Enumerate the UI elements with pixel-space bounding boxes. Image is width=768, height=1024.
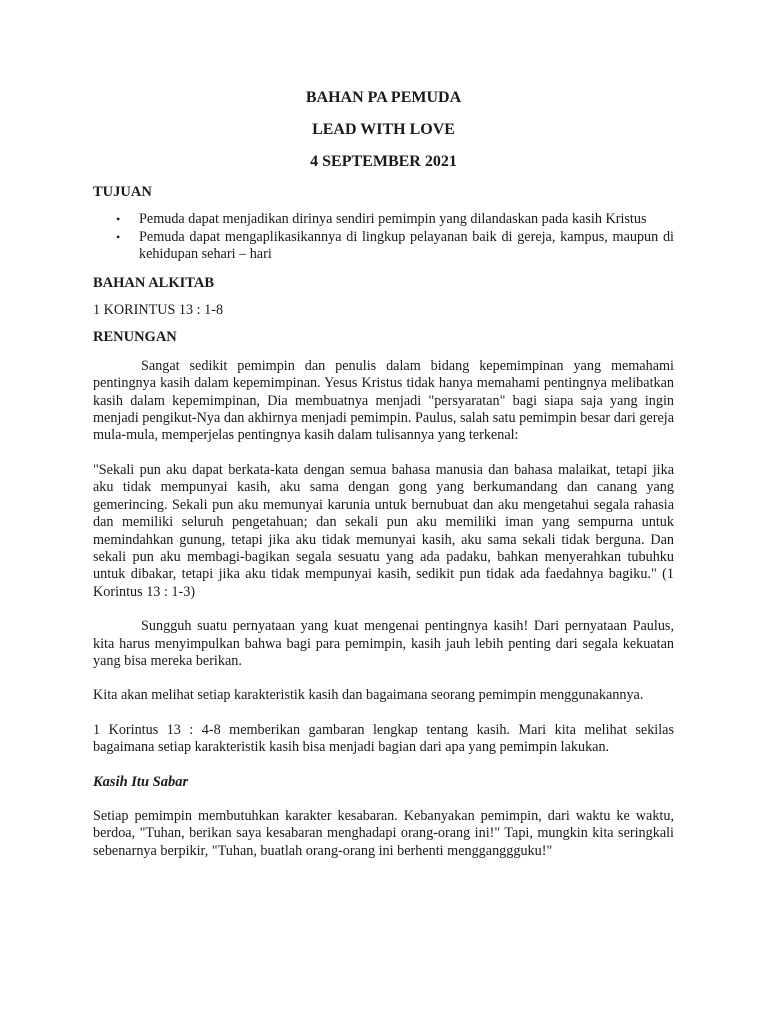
renungan-paragraph: Sangat sedikit pemimpin dan penulis dalam bidang kepemimpinan yang memahami pentingnya kasih dalam kepemimpinan. Yesus Kristus tidak hanya memahami pentingnya melibatkan kasih dalam kepemimpinan, Dia membuatnya menjadi "persyaratan" bagi siapa saja yang ingin menjadi pengikut-Nya dan akhirnya menjadi pemimpin. Paulus, salah satu pemimpin besar dari gereja mula-mula, memperjelas pentingnya kasih dalam tulisannya yang terkenal: xyxy=(93,357,674,444)
list-item xyxy=(93,211,674,228)
doc-date: 4 SEPTEMBER 2021 xyxy=(310,153,457,170)
tujuan-list xyxy=(93,211,674,263)
list-item-text: Pemuda dapat mengaplikasikannya di lingkup pelayanan baik di gereja, kampus, maupun di kehidupan sehari – hari xyxy=(139,228,674,263)
bible-reference: 1 KORINTUS 13 : 1-8 xyxy=(93,302,224,319)
renungan-paragraph: Sungguh suatu pernyataan yang kuat mengenai pentingnya kasih! Dari pernyataan Paulus, kita harus menyimpulkan bahwa bagi para pemimpin, kasih jauh lebih penting dari segala kekuatan yang bisa mereka berikan. xyxy=(93,618,674,669)
section-paragraph: Setiap pemimpin membutuhkan karakter kesabaran. Kebanyakan pemimpin, dari waktu ke waktu, berdoa, "Tuhan, berikan saya kesabaran menghadapi orang-orang ini!" Tapi, mungkin kita seringkali sebenarnya berpikir, "Tuhan, buatlah orang-orang ini berhenti mengganggguku!" xyxy=(93,807,674,859)
renungan-paragraph: Kita akan melihat setiap karakteristik kasih dan bagaimana seorang pemimpin menggunakannya. xyxy=(93,687,644,704)
tujuan-heading: TUJUAN xyxy=(93,184,152,200)
list-item xyxy=(93,229,674,264)
list-item-text: Pemuda dapat menjadikan dirinya sendiri pemimpin yang dilandaskan pada kasih Kristus xyxy=(139,211,647,228)
doc-subtitle: LEAD WITH LOVE xyxy=(312,121,455,138)
renungan-paragraph: 1 Korintus 13 : 4-8 memberikan gambaran lengkap tentang kasih. Mari kita melihat sekilas bagaimana setiap karakteristik kasih bisa menjadi bagian dari apa yang pemimpin lakukan. xyxy=(93,721,674,756)
bullet-icon: • xyxy=(116,212,121,227)
renungan-heading: RENUNGAN xyxy=(93,329,177,346)
bahan-heading: BAHAN ALKITAB xyxy=(93,274,214,291)
doc-title: BAHAN PA PEMUDA xyxy=(305,89,462,106)
quote-paragraph: "Sekali pun aku dapat berkata-kata dengan semua bahasa manusia dan bahasa malaikat, tetapi jika aku tidak mempunyai kasih, aku sama dengan gong yang berkumandang dan canang yang gemerincing. Sekali pun aku memunyai karunia untuk bernubuat dan aku mengetahui segala rahasia dan memiliki seluruh pengetahuan; dan sekali pun aku memiliki iman yang sempurna untuk memindahkan gunung, tetapi jika aku tidak memunyai kasih, aku sama sekali tidak berguna. Dan sekali pun aku membagi-bagikan segala sesuatu yang ada padaku, bahkan menyerahkan tubuhku untuk dibakar, tetapi jika aku tidak mempunyai kasih, sedikit pun tidak ada faedahnya bagiku." (1 Korintus 13 : 1-3) xyxy=(93,461,674,600)
bullet-icon: • xyxy=(116,229,121,244)
section-heading: Kasih Itu Sabar xyxy=(93,773,189,790)
document-page xyxy=(93,88,674,860)
